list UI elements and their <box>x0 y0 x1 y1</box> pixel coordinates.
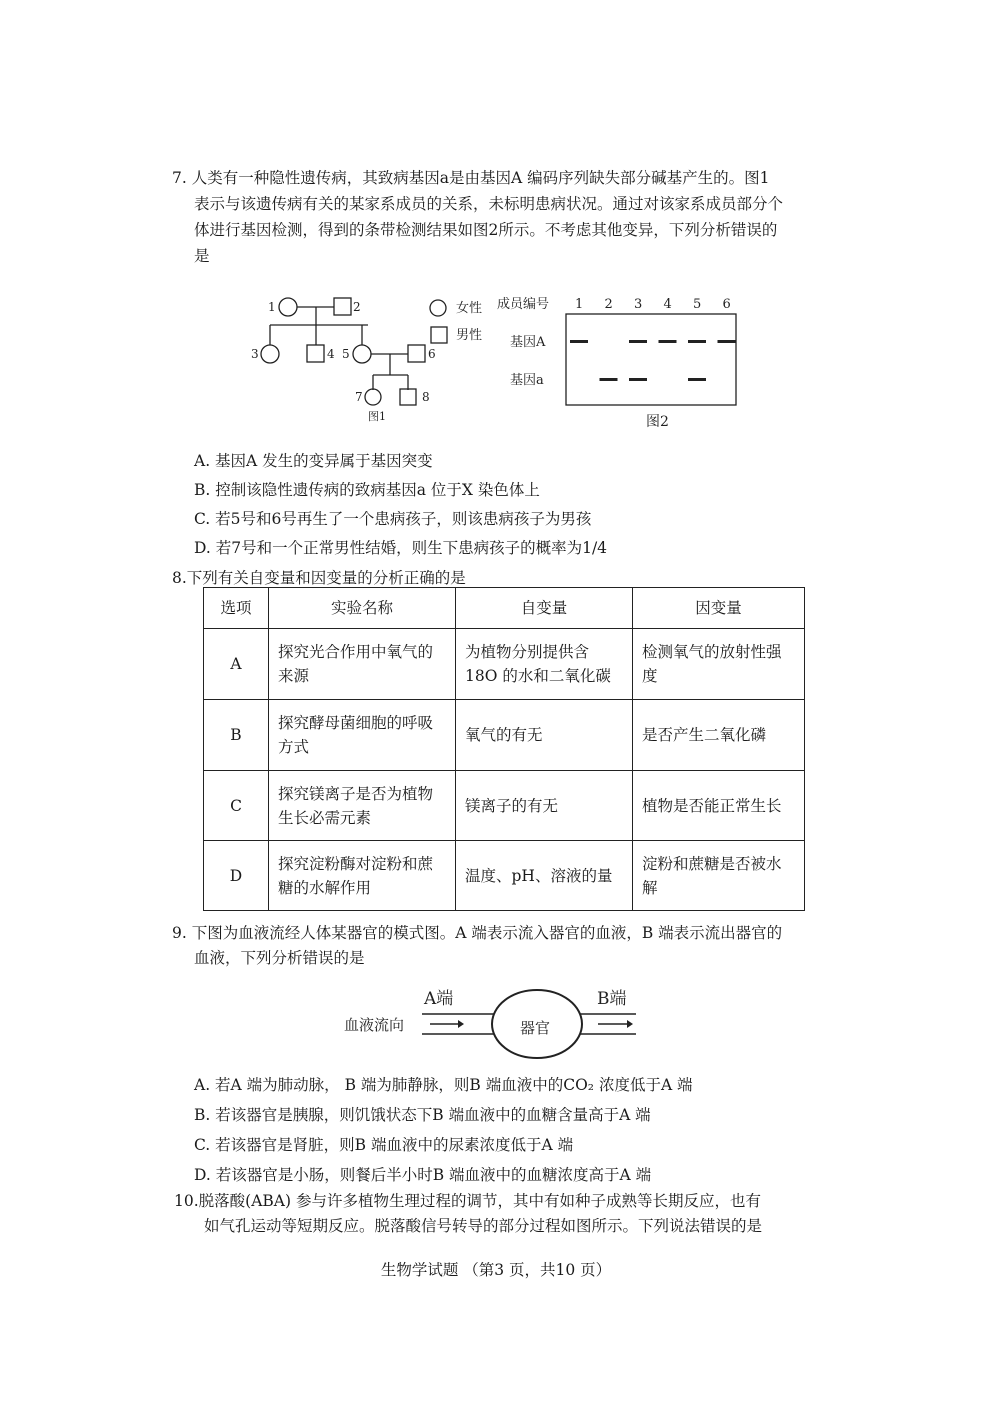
gel-lane-number: 4 <box>663 297 672 312</box>
member-4-male-symbol <box>307 345 324 362</box>
member-4-label: 4 <box>327 347 335 361</box>
gel-row-label-a: 基因a <box>510 373 544 388</box>
gene-a-band <box>688 378 706 381</box>
q9-option-D: D. 若该器官是小肠，则餐后半小时B 端血液中的血糖浓度高于A 端 <box>194 1166 652 1184</box>
table-cell-experiment: 探究镁离子是否为植物 生长必需元素 <box>269 771 456 841</box>
gel-header-label: 成员编号 <box>497 297 550 312</box>
table-header-cell: 因变量 <box>633 588 805 629</box>
pedigree-figure <box>240 290 500 430</box>
table-cell-option: A <box>204 629 269 700</box>
member-2-label: 2 <box>353 300 361 314</box>
table-cell-option: C <box>204 771 269 841</box>
table-row <box>204 629 805 700</box>
member-1-female-symbol <box>279 298 297 316</box>
member-3-female-symbol <box>261 345 279 363</box>
legend-male-symbol <box>431 327 447 343</box>
table-cell-option: D <box>204 841 269 911</box>
gel-lane-number: 3 <box>634 297 643 312</box>
gel-row-label-A: 基因A <box>510 335 546 350</box>
q7-option-A: A. 基因A 发生的变异属于基因突变 <box>194 452 433 470</box>
q7-line-4: 是 <box>194 247 210 265</box>
gene-A-band <box>570 340 588 343</box>
table-cell-experiment: 探究光合作用中氧气的 来源 <box>269 629 456 700</box>
table-row <box>204 700 805 771</box>
gel-frame <box>566 314 736 405</box>
organ-label: 器官 <box>520 1019 551 1037</box>
member-7-female-symbol <box>365 389 381 405</box>
page-footer: 生物学试题 （第3 页，共10 页） <box>380 1261 612 1279</box>
gel-lane-number: 2 <box>604 297 613 312</box>
gene-A-band <box>659 340 677 343</box>
q7-option-C: C. 若5号和6号再生了一个患病孩子，则该患病孩子为男孩 <box>194 510 592 528</box>
member-8-male-symbol <box>400 389 416 405</box>
table-header-cell: 实验名称 <box>269 588 456 629</box>
table-row <box>204 841 805 911</box>
table-row <box>204 771 805 841</box>
table-header-cell: 选项 <box>204 588 269 629</box>
a-end-label: A端 <box>424 989 454 1009</box>
table-header-row <box>204 588 805 629</box>
q7-line-3: 体进行基因检测，得到的条带检测结果如图2所示。不考虑其他变异，下列分析错误的 <box>194 221 778 239</box>
member-7-label: 7 <box>355 390 363 404</box>
q7-line-2: 表示与该遗传病有关的某家系成员的关系，未标明患病状况。通过对该家系成员部分个 <box>194 195 784 213</box>
table-cell-independent-var: 氧气的有无 <box>456 700 633 771</box>
gene-a-band <box>629 378 647 381</box>
member-6-label: 6 <box>428 347 436 361</box>
fig2-caption: 图2 <box>646 414 669 430</box>
b-end-label: B端 <box>597 989 627 1009</box>
q8-stem: 8.下列有关自变量和因变量的分析正确的是 <box>172 569 466 587</box>
gel-lane-number: 6 <box>722 297 731 312</box>
q10-line-1: 10.脱落酸(ABA) 参与许多植物生理过程的调节，其中有如种子成熟等长期反应，也有 <box>174 1192 761 1210</box>
table-cell-option: B <box>204 700 269 771</box>
gene-A-band <box>718 340 736 343</box>
table-cell-independent-var: 为植物分别提供含 18O 的水和二氧化碳 <box>456 629 633 700</box>
table-cell-independent-var: 镁离子的有无 <box>456 771 633 841</box>
q9-option-C: C. 若该器官是肾脏，则B 端血液中的尿素浓度低于A 端 <box>194 1136 574 1154</box>
gene-a-band <box>600 378 618 381</box>
flow-direction-label: 血液流向 <box>344 1016 405 1034</box>
table-cell-experiment: 探究淀粉酶对淀粉和蔗 糖的水解作用 <box>269 841 456 911</box>
gel-lane-number: 1 <box>575 297 584 312</box>
q8-table <box>203 587 805 911</box>
member-3-label: 3 <box>251 347 259 361</box>
table-header-cell: 自变量 <box>456 588 633 629</box>
q10-line-2: 如气孔运动等短期反应。脱落酸信号转导的部分过程如图所示。下列说法错误的是 <box>204 1217 763 1235</box>
q9-line-1: 9. 下图为血液流经人体某器官的模式图。A 端表示流入器官的血液，B 端表示流出器官的 <box>172 924 783 942</box>
q7-line-1: 7. 人类有一种隐性遗传病，其致病基因a是由基因A 编码序列缺失部分碱基产生的。图1 <box>172 169 770 187</box>
member-8-label: 8 <box>422 390 430 404</box>
table-cell-dependent-var: 淀粉和蔗糖是否被水 解 <box>633 841 805 911</box>
q9-line-2: 血液，下列分析错误的是 <box>194 949 365 967</box>
member-1-label: 1 <box>268 300 276 314</box>
gel-lane-number: 5 <box>693 297 702 312</box>
q7-option-D: D. 若7号和一个正常男性结婚，则生下患病孩子的概率为1/4 <box>194 539 608 557</box>
legend-female-symbol <box>430 300 446 316</box>
table-cell-dependent-var: 检测氧气的放射性强 度 <box>633 629 805 700</box>
q7-option-B: B. 控制该隐性遗传病的致病基因a 位于X 染色体上 <box>194 481 540 499</box>
q9-option-A: A. 若A 端为肺动脉， B 端为肺静脉，则B 端血液中的CO₂ 浓度低于A 端 <box>194 1076 693 1094</box>
table-cell-experiment: 探究酵母菌细胞的呼吸 方式 <box>269 700 456 771</box>
blood-flow-diagram <box>340 984 650 1064</box>
legend-male-label: 男性 <box>456 328 483 343</box>
table-cell-dependent-var: 植物是否能正常生长 <box>633 771 805 841</box>
member-5-label: 5 <box>342 347 350 361</box>
member-5-female-symbol <box>353 345 371 363</box>
table-cell-independent-var: 温度、pH、溶液的量 <box>456 841 633 911</box>
fig1-caption: 图1 <box>368 410 386 423</box>
member-2-male-symbol <box>334 298 351 315</box>
table-cell-dependent-var: 是否产生二氧化磷 <box>633 700 805 771</box>
legend-female-label: 女性 <box>456 301 483 316</box>
gene-A-band <box>629 340 647 343</box>
gene-A-band <box>688 340 706 343</box>
gel-figure <box>497 290 750 435</box>
member-6-male-symbol <box>408 345 425 362</box>
q9-option-B: B. 若该器官是胰腺，则饥饿状态下B 端血液中的血糖含量高于A 端 <box>194 1106 651 1124</box>
